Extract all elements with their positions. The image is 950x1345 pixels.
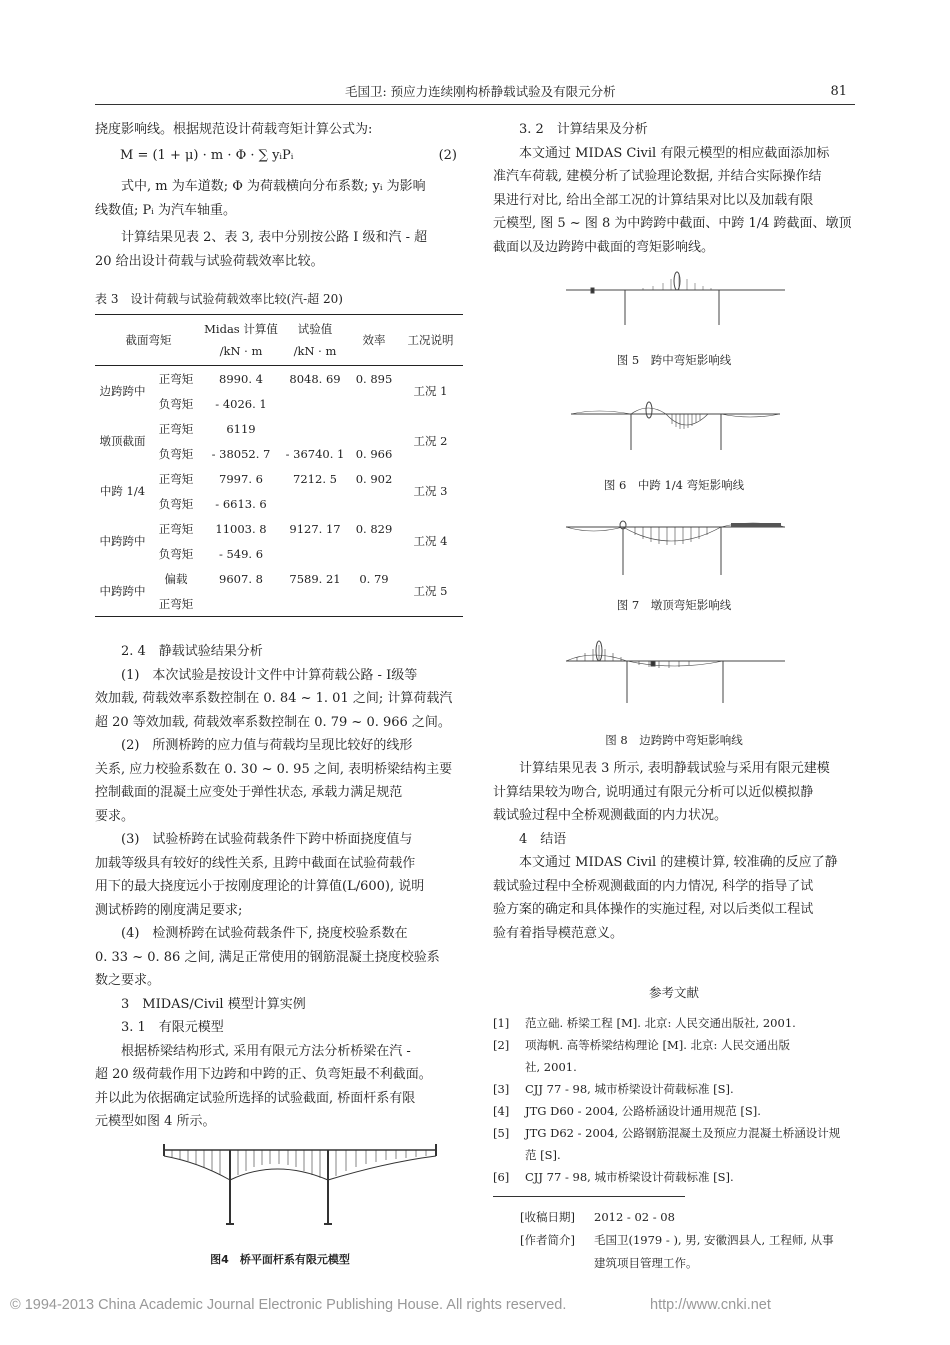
cell-case: 工况 1 — [413, 384, 448, 398]
cell-section: 边跨跨中 — [99, 384, 146, 398]
ref-number: [6] — [493, 1170, 510, 1184]
ref-text: 范 [S]. — [525, 1148, 561, 1162]
cell-section: 中跨跨中 — [95, 566, 150, 617]
cell-test — [280, 491, 350, 516]
header-midas-l1: Midas 计算值 — [204, 322, 278, 336]
cell-eff — [350, 391, 398, 416]
cell-midas: - 549. 6 — [218, 546, 264, 561]
header-test-l2: /kN · m — [293, 344, 337, 358]
para-line: 果进行对比, 给出全部工况的计算结果对比以及加载有限 — [493, 192, 814, 208]
table-caption: 表 3 设计荷载与试验荷载效率比较(汽-超 20) — [95, 292, 343, 306]
figure-4-caption: 图4 桥平面杆系有限元模型 — [210, 1253, 350, 1266]
cell-test — [280, 541, 350, 566]
reference-item — [493, 1122, 855, 1166]
cell-moment: 正弯矩 — [158, 421, 194, 436]
section-3-2 — [493, 118, 855, 259]
cell-midas: 8990. 4 — [219, 371, 263, 386]
cell-midas: - 6613. 6 — [215, 496, 267, 511]
cell-moment: 正弯矩 — [150, 591, 202, 617]
cell-section: 中跨跨中 — [99, 534, 146, 548]
cell-test — [280, 416, 350, 441]
cell-midas — [202, 591, 280, 617]
cell-midas: 11003. 8 — [215, 521, 267, 536]
para-line: 效加载, 荷载效率系数控制在 0. 84 ~ 1. 01 之间; 计算荷载汽 — [95, 691, 453, 706]
author-label: [作者简介] — [520, 1233, 575, 1247]
section-3-1-title: 3. 1 有限元模型 — [121, 1020, 224, 1035]
cell-case: 工况 2 — [413, 434, 448, 448]
ref-text: 项海帆. 高等桥梁结构理论 [M]. 北京: 人民交通出版 — [525, 1038, 791, 1052]
formula-text: M = (1 + μ) · m · Φ · ∑ yᵢPᵢ — [120, 148, 294, 163]
article-info — [520, 1206, 860, 1276]
cell-eff — [350, 416, 398, 441]
fe-model-drawing — [164, 1144, 436, 1224]
para-line: 超 20 级荷载作用下边跨和中跨的正、负弯矩最不利截面。 — [95, 1067, 432, 1082]
para-line: 截面以及边跨跨中截面的弯矩影响线。 — [493, 239, 715, 255]
cell-eff: 0. 902 — [355, 471, 393, 486]
cell-case: 工况 3 — [413, 484, 448, 498]
cell-midas: 7997. 6 — [219, 471, 263, 486]
para-line: 计算结果较为吻合, 说明通过有限元分析可以近似模拟静 — [493, 784, 814, 800]
ref-text: JTG D60 - 2004, 公路桥涵设计通用规范 [S]. — [525, 1104, 761, 1118]
cell-test — [280, 391, 350, 416]
table-header-row — [95, 315, 463, 366]
para-line: 式中, m 为车道数; Φ 为荷载横向分布系数; yᵢ 为影响 — [121, 179, 426, 194]
para-line: 元模型如图 4 所示。 — [95, 1114, 216, 1129]
figure-6-influence-line — [568, 390, 783, 455]
para-line: 本文通过 MIDAS Civil 的建模计算, 较准确的反应了静 — [519, 855, 838, 870]
header-test — [280, 315, 350, 366]
cell-midas: 9607. 8 — [219, 571, 263, 586]
figure-8-influence-line — [563, 635, 788, 710]
cell-test: - 36740. 1 — [285, 446, 345, 461]
left-column-top — [95, 118, 465, 142]
table-row — [95, 466, 463, 491]
para-line: 控制截面的混凝土应变处于弹性状态, 承载力满足规范 — [95, 785, 403, 800]
cell-eff: 0. 79 — [359, 571, 389, 586]
data-table — [95, 315, 463, 617]
figure-8-caption: 图 8 边跨跨中弯矩影响线 — [605, 733, 743, 747]
ref-number: [1] — [493, 1016, 510, 1030]
cell-moment: 负弯矩 — [158, 396, 194, 411]
cell-eff: 0. 829 — [355, 521, 393, 536]
reference-item — [493, 1078, 855, 1100]
header-eff: 效率 — [350, 315, 398, 366]
table-row — [95, 416, 463, 441]
para-line: 根据桥梁结构形式, 采用有限元方法分析桥梁在汽 - — [121, 1043, 411, 1059]
running-header — [95, 82, 855, 105]
para-line: 验有着指导模范意义。 — [493, 925, 624, 941]
cell-moment: 正弯矩 — [158, 371, 194, 386]
received-value: 2012 - 02 - 08 — [594, 1210, 675, 1224]
para-line: 准汽车荷载, 建模分析了试验理论数据, 并结合实际操作结 — [493, 169, 822, 184]
para-line: (2) 所测桥跨的应力值与荷载均呈现比较好的线形 — [121, 738, 413, 753]
header-midas-l2: /kN · m — [219, 344, 263, 358]
header-test-l1: 试验值 — [297, 322, 333, 336]
para-line: 测试桥跨的刚度满足要求; — [95, 902, 243, 918]
page-number: 81 — [830, 84, 847, 99]
para-line: 0. 33 ~ 0. 86 之间, 满足正常使用的钢筋混凝土挠度校验系 — [95, 949, 440, 965]
para-line: 关系, 应力校验系数在 0. 30 ~ 0. 95 之间, 表明桥梁结构主要 — [95, 761, 453, 777]
para-line: 本文通过 MIDAS Civil 有限元模型的相应截面添加标 — [519, 145, 830, 161]
para-line: 载试验过程中全桥观测截面的内力状况。 — [493, 808, 728, 823]
para-line: 验方案的确定和具体操作的实施过程, 对以后类似工程试 — [493, 902, 814, 917]
header-midas — [202, 315, 280, 366]
fig7-drawing — [566, 521, 785, 575]
cell-midas: 6119 — [226, 421, 256, 436]
running-title: 毛国卫: 预应力连续刚构桥静载试验及有限元分析 — [345, 84, 616, 99]
figure-7-influence-line — [563, 515, 788, 580]
formula-number: (2) — [438, 148, 457, 163]
cell-case: 工况 4 — [413, 534, 448, 548]
results-and-conclusion — [493, 757, 855, 945]
cell-eff — [350, 541, 398, 566]
cell-moment: 正弯矩 — [158, 471, 194, 486]
cell-moment: 负弯矩 — [158, 546, 194, 561]
cell-test: 7212. 5 — [293, 471, 337, 486]
fig8-drawing — [566, 641, 785, 703]
intro-line: 挠度影响线。根据规范设计荷载弯矩计算公式为: — [95, 122, 373, 137]
received-label: [收稿日期] — [520, 1210, 575, 1224]
ref-number: [5] — [493, 1126, 510, 1140]
info-divider — [493, 1196, 685, 1197]
cell-moment: 正弯矩 — [158, 521, 194, 536]
left-paragraphs — [95, 175, 465, 273]
reference-item — [493, 1100, 855, 1122]
para-line: 用下的最大挠度远小于按刚度理论的计算值(L/600), 说明 — [95, 879, 425, 894]
cell-eff — [350, 491, 398, 516]
ref-text: 范立础. 桥梁工程 [M]. 北京: 人民交通出版社, 2001. — [525, 1016, 796, 1030]
reference-item — [493, 1034, 855, 1078]
reference-item — [493, 1166, 855, 1188]
table-row — [95, 516, 463, 541]
ref-number: [4] — [493, 1104, 510, 1118]
fig6-drawing — [571, 402, 780, 450]
para-line: 超 20 等效加载, 荷载效率系数控制在 0. 79 ~ 0. 966 之间。 — [95, 714, 451, 730]
ref-number: [2] — [493, 1038, 510, 1052]
cell-moment: 负弯矩 — [158, 496, 194, 511]
cell-moment: 偏载 — [164, 571, 188, 586]
cell-section: 墩顶截面 — [99, 434, 146, 448]
figure-6-caption: 图 6 中跨 1/4 弯矩影响线 — [603, 478, 745, 492]
section-3-2-title: 3. 2 计算结果及分析 — [519, 122, 648, 137]
ref-text: JTG D62 - 2004, 公路钢筋混凝土及预应力混凝土桥涵设计规 — [525, 1126, 841, 1140]
cell-moment: 负弯矩 — [158, 446, 194, 461]
references-title: 参考文献 — [648, 985, 699, 1000]
para-line: 要求。 — [95, 808, 135, 824]
section-2-4-title: 2. 4 静载试验结果分析 — [121, 644, 263, 659]
ref-text: 社, 2001. — [525, 1060, 577, 1074]
author-line-2: 建筑项目管理工作。 — [594, 1256, 698, 1270]
para-line: 20 给出设计荷载与试验荷载效率比较。 — [95, 253, 324, 269]
footer-url[interactable]: http://www.cnki.net — [650, 1297, 771, 1313]
cell-case: 工况 5 — [398, 566, 463, 617]
para-line: 计算结果见表 2、表 3, 表中分别按公路 Ⅰ 级和汽 - 超 — [121, 230, 428, 245]
cell-test: 8048. 69 — [289, 371, 341, 386]
figure-7-caption: 图 7 墩顶弯矩影响线 — [616, 598, 732, 612]
cell-eff: 0. 966 — [355, 446, 393, 461]
para-line: (1) 本次试验是按设计文件中计算荷载公路 - Ⅰ级等 — [121, 667, 418, 683]
para-line: (3) 试验桥跨在试验荷载条件下跨中桥面挠度值与 — [121, 832, 413, 847]
para-line: (4) 检测桥跨在试验荷载条件下, 挠度校验系数在 — [121, 926, 408, 941]
cell-midas: - 38052. 7 — [211, 446, 271, 461]
section-2-4 — [95, 640, 465, 1134]
cell-eff: 0. 895 — [355, 371, 393, 386]
para-line: 并以此为依据确定试验所选择的试验截面, 桥面杆系有限 — [95, 1090, 416, 1106]
cell-test: 7589. 21 — [289, 571, 341, 586]
para-line: 元模型, 图 5 ~ 图 8 为中跨跨中截面、中跨 1/4 跨截面、墩顶 — [493, 216, 852, 231]
para-line: 数之要求。 — [95, 973, 161, 988]
figure-5-influence-line — [563, 265, 788, 330]
table-row — [95, 366, 463, 392]
formula-2 — [120, 148, 465, 163]
ref-number: [3] — [493, 1082, 510, 1096]
ref-text: CJJ 77 - 98, 城市桥梁设计荷载标准 [S]. — [525, 1170, 734, 1184]
table-3 — [95, 314, 463, 617]
reference-item — [493, 1012, 855, 1034]
header-section: 截面弯矩 — [95, 315, 202, 366]
fig5-drawing — [566, 272, 785, 325]
ref-text: CJJ 77 - 98, 城市桥梁设计荷载标准 [S]. — [525, 1082, 734, 1096]
cell-test — [280, 591, 350, 617]
para-line: 线数值; Pᵢ 为汽车轴重。 — [95, 202, 237, 218]
header-case: 工况说明 — [398, 315, 463, 366]
section-4-title: 4 结语 — [519, 831, 567, 847]
para-line: 加载等级具有较好的线性关系, 且跨中截面在试验荷载作 — [95, 855, 416, 871]
author-line-1: 毛国卫(1979 - ), 男, 安徽泗县人, 工程师, 从事 — [594, 1233, 834, 1247]
footer-copyright: © 1994-2013 China Academic Journal Electronic Publishing House. All rights reserved. — [10, 1297, 567, 1313]
cell-eff — [350, 591, 398, 617]
cell-test: 9127. 17 — [289, 521, 341, 536]
figure-4-fe-model — [158, 1140, 440, 1230]
cell-midas: - 4026. 1 — [215, 396, 267, 411]
para-line: 载试验过程中全桥观测截面的内力情况, 科学的指导了试 — [493, 878, 814, 894]
cell-section: 中跨 1/4 — [99, 484, 146, 498]
figure-5-caption: 图 5 跨中弯矩影响线 — [616, 353, 732, 367]
section-3-title: 3 MIDAS/Civil 模型计算实例 — [121, 996, 306, 1012]
table-row — [95, 566, 463, 591]
para-line: 计算结果见表 3 所示, 表明静载试验与采用有限元建模 — [519, 761, 830, 776]
